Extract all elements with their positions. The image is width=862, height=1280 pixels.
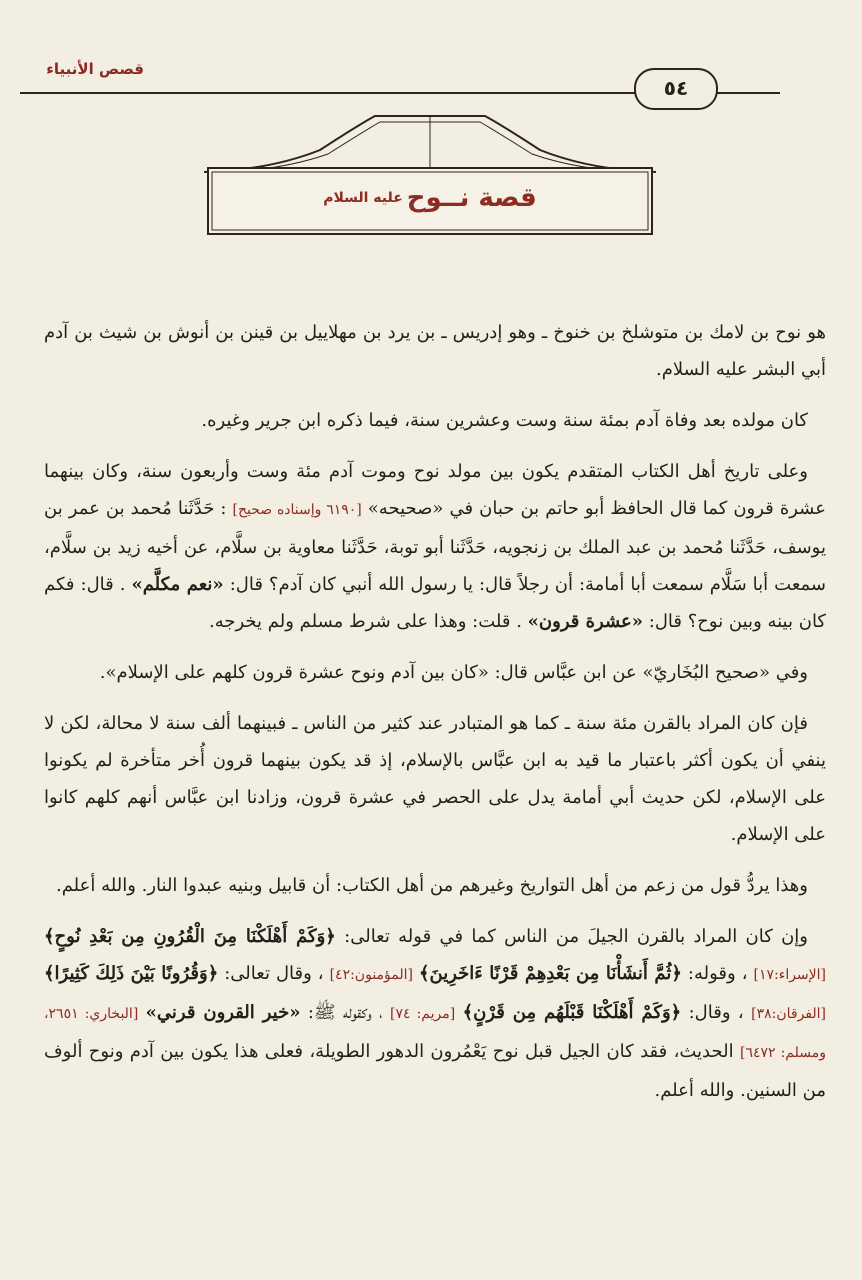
verse-reference: [الإسراء:١٧]: [753, 967, 826, 983]
quran-verse: ﴿وَقُرُونًا بَيْنَ ذَلِكَ كَثِيرًا﴾: [44, 963, 219, 984]
verse-reference: [مريم: ٧٤]: [389, 1006, 456, 1022]
paragraph-century-meaning: فإن كان المراد بالقرن مئة سنة ـ كما هو المتبادر عند كثير من الناس ـ فبينهما ألف سنة لا محالة، لكن لا ينفي أن يكون أكثر باعتبار ما قيد به ابن عبَّاس بالإسلام، إذ قد يكون بينهما قرون أُخر متأخرة لم يكونوا على الإسلام، لكن حديث أبي أمامة يدل على الحصر في عشرة قرون، وزادنا ابن عبَّاس أنهم كلهم كانوا على الإسلام.: [44, 713, 826, 845]
quran-verse: ﴿وَكَمْ أَهْلَكْنَا قَبْلَهُم مِن قَرْنٍ﴾: [462, 1002, 682, 1023]
text-segment: وعلى تاريخ أهل الكتاب المتقدم يكون بين مولد نوح وموت آدم مئة وست وأربعون سنة، وكان بينهما عشرة قرون كما قال الحافظ أبو حاتم بن حبان في «صحيحه»: [44, 461, 826, 519]
paragraph-ten-centuries: [44, 453, 826, 640]
chapter-title-honorific: عليه السلام: [323, 190, 403, 206]
hadith-quote: «عشرة قرون»: [527, 611, 644, 632]
text-segment: ، وكقوله ﷺ:: [307, 1002, 383, 1023]
paragraph-generation-meaning: [44, 918, 826, 1109]
text-segment: الحديث، فقد كان الجيل قبل نوح يَعْمُرون الدهور الطويلة، فعلى هذا يكون بين آدم ونوح ألوف من السنين. والله أعلم.: [44, 1041, 826, 1101]
hadith-reference: [البخاري: ٢٦٥١، ومسلم: ٦٤٧٢]: [44, 1006, 826, 1061]
text-segment: . قال: فكم كان بينه وبين نوح؟ قال:: [44, 574, 826, 632]
paragraph-bukhari: وفي «صحيح البُخَاريّ» عن ابن عبَّاس قال: «كان بين آدم ونوح عشرة قرون كلهم على الإسلام».: [99, 662, 808, 683]
hadith-quote: «خير القرون قرني»: [145, 1002, 301, 1023]
running-header-title: قصص الأنبياء: [46, 60, 144, 78]
text-segment: : حَدَّثَنا مُحمد بن عمر بن يوسف، حَدَّثَنا مُحمد بن عبد الملك بن زنجويه، حَدَّثَنا أبو توبة، حَدَّثَنا معاوية بن سلَّام، عن أخيه زيد بن سلَّام، سمعت أبا سَلَّام سمعت أبا أمامة: أن رجلاً قال: يا رسول الله أنبي كان آدم؟ قال:: [44, 498, 827, 595]
page-number: ٥٤: [663, 76, 689, 100]
hadith-reference: [٦١٩٠ وإسناده صحيح]: [232, 502, 362, 518]
chapter-title: [212, 170, 648, 226]
paragraph-birth: كان مولده بعد وفاة آدم بمئة سنة وست وعشرين سنة، فيما ذكره ابن جرير وغيره.: [201, 410, 808, 431]
text-segment: ، وقال تعالى:: [224, 963, 324, 984]
verse-reference: [المؤمنون:٤٢]: [329, 967, 413, 983]
quran-verse: ﴿وَكَمْ أَهْلَكْنَا مِنَ الْقُرُونِ مِن بَعْدِ نُوحٍ﴾: [44, 926, 336, 947]
quran-verse: ﴿ثُمَّ أَنشَأْنَا مِن بَعْدِهِمْ قَرْنًا ءَاخَرِينَ﴾: [418, 963, 682, 984]
text-segment: ، وقوله:: [687, 963, 748, 984]
hadith-quote: «نعم مكلَّم»: [131, 574, 224, 595]
text-segment: وإن كان المراد بالقرن الجيلَ من الناس كما في قوله تعالى:: [344, 926, 808, 947]
text-segment: ، وقال:: [688, 1002, 744, 1023]
paragraph-refutation: وهذا يردُّ قول من زعم من أهل التواريخ وغيرهم من أهل الكتاب: أن قابيل وبنيه عبدوا النار. والله أعلم.: [55, 875, 808, 896]
text-segment: . قلت: وهذا على شرط مسلم ولم يخرجه.: [208, 611, 522, 632]
paragraph-lineage: هو نوح بن لامك بن متوشلخ بن خنوخ ـ وهو إدريس ـ بن يرد بن مهلاييل بن قينن بن أنوش بن شيث بن آدم أبي البشر عليه السلام.: [44, 322, 826, 380]
page-number-frame: [634, 68, 718, 110]
main-text: [44, 314, 826, 1123]
verse-reference: [الفرقان:٣٨]: [751, 1006, 826, 1022]
chapter-title-text: قصة نــوح: [406, 183, 537, 213]
